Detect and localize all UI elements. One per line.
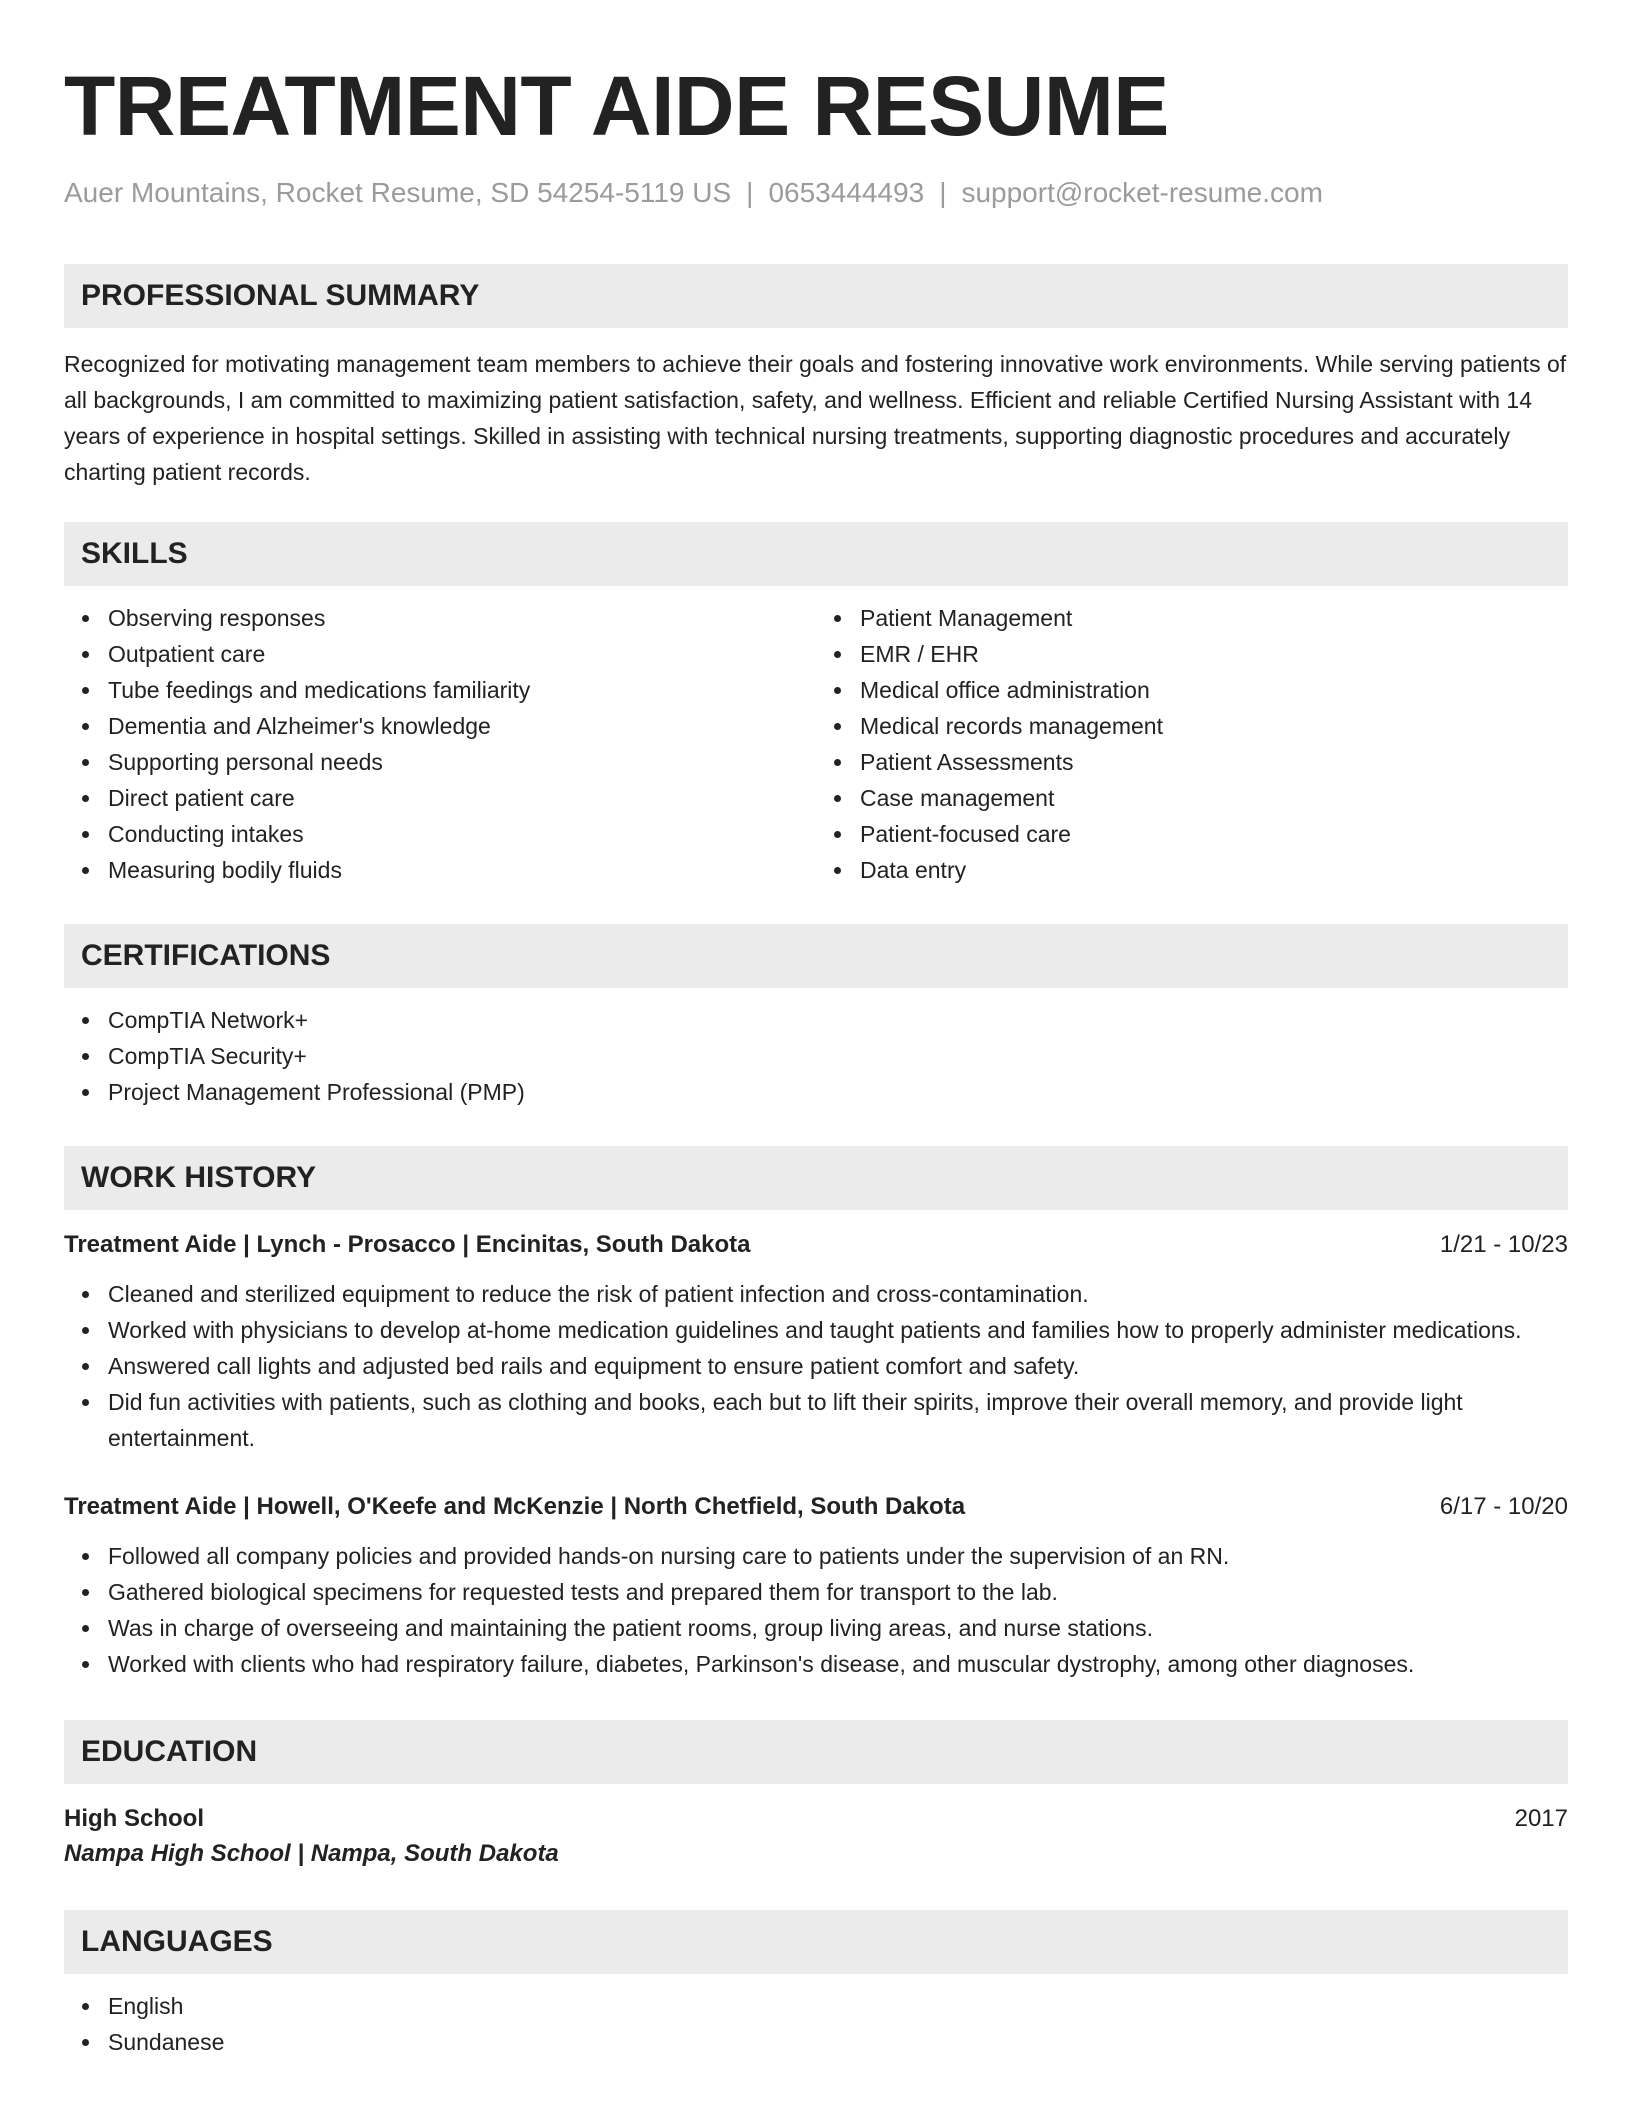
- job-bullets: [64, 1538, 1568, 1682]
- section-heading-education: EDUCATION: [64, 1720, 1568, 1784]
- section-heading-work-history: WORK HISTORY: [64, 1146, 1568, 1210]
- skill-item: Outpatient care: [64, 636, 816, 672]
- resume-title: TREATMENT AIDE RESUME: [64, 59, 1169, 153]
- skill-item: Case management: [816, 780, 1568, 816]
- contact-separator: |: [746, 177, 754, 208]
- job-bullet: Followed all company policies and provided hands-on nursing care to patients under the supervision of an RN.: [64, 1538, 1568, 1574]
- job-bullets: [64, 1276, 1568, 1456]
- certification-item: CompTIA Security+: [64, 1038, 1568, 1074]
- job-bullet: Was in charge of overseeing and maintaining the patient rooms, group living areas, and nurse stations.: [64, 1610, 1568, 1646]
- education-header: [64, 1802, 1568, 1836]
- job-entry: [64, 1228, 1568, 1456]
- certification-item: Project Management Professional (PMP): [64, 1074, 1568, 1110]
- contact-line: [64, 176, 1568, 210]
- certifications-list: [64, 1002, 1568, 1110]
- skill-item: Patient-focused care: [816, 816, 1568, 852]
- job-bullet: Gathered biological specimens for requested tests and prepared them for transport to the lab.: [64, 1574, 1568, 1610]
- skill-item: Medical office administration: [816, 672, 1568, 708]
- job-bullet: Answered call lights and adjusted bed rails and equipment to ensure patient comfort and safety.: [64, 1348, 1568, 1384]
- certification-item: CompTIA Network+: [64, 1002, 1568, 1038]
- summary-text: Recognized for motivating management team members to achieve their goals and fostering innovative work environments. While serving patients of all backgrounds, I am committed to maximizing patient satisfaction, safety, and wellness. Efficient and reliable Certified Nursing Assistant with 14 years of experience in hospital settings. Skilled in assisting with technical nursing treatments, supporting diagnostic procedures and accurately charting patient records.: [64, 351, 1567, 485]
- job-dates: 6/17 - 10/20: [1439, 1493, 1568, 1520]
- job-header: [64, 1490, 1568, 1524]
- job-bullet: Worked with clients who had respiratory failure, diabetes, Parkinson's disease, and muscular dystrophy, among other diagnoses.: [64, 1646, 1568, 1682]
- skills-list-left: [64, 600, 816, 888]
- contact-email[interactable]: support@rocket-resume.com: [961, 177, 1323, 208]
- job-header: [64, 1228, 1568, 1262]
- language-item: Sundanese: [64, 2024, 1568, 2060]
- skill-item: Supporting personal needs: [64, 744, 816, 780]
- job-bullet: Cleaned and sterilized equipment to reduce the risk of patient infection and cross-contamination.: [64, 1276, 1568, 1312]
- job-dates: 1/21 - 10/23: [1439, 1231, 1568, 1258]
- job-title: Treatment Aide | Howell, O'Keefe and McKenzie | North Chetfield, South Dakota: [64, 1493, 966, 1520]
- job-bullet: Did fun activities with patients, such as clothing and books, each but to lift their spirits, improve their overall memory, and provide light entertainment.: [64, 1384, 1568, 1456]
- contact-phone: 0653444493: [768, 177, 925, 208]
- section-heading-certifications: CERTIFICATIONS: [64, 924, 1568, 988]
- section-heading-summary: PROFESSIONAL SUMMARY: [64, 264, 1568, 328]
- skill-item: EMR / EHR: [816, 636, 1568, 672]
- section-heading-skills: SKILLS: [64, 522, 1568, 586]
- skills-list-right: [816, 600, 1568, 888]
- job-bullet: Worked with physicians to develop at-home medication guidelines and taught patients and families how to properly administer medications.: [64, 1312, 1568, 1348]
- job-entry: [64, 1490, 1568, 1682]
- section-heading-languages: LANGUAGES: [64, 1910, 1568, 1974]
- job-title: Treatment Aide | Lynch - Prosacco | Encinitas, South Dakota: [64, 1231, 751, 1258]
- skill-item: Dementia and Alzheimer's knowledge: [64, 708, 816, 744]
- contact-separator: |: [939, 177, 947, 208]
- languages-list: [64, 1988, 1568, 2060]
- skill-item: Patient Management: [816, 600, 1568, 636]
- education-year: 2017: [1514, 1805, 1568, 1832]
- skill-item: Observing responses: [64, 600, 816, 636]
- skill-item: Tube feedings and medications familiarity: [64, 672, 816, 708]
- skill-item: Data entry: [816, 852, 1568, 888]
- skill-item: Conducting intakes: [64, 816, 816, 852]
- skill-item: Direct patient care: [64, 780, 816, 816]
- education-school: Nampa High School | Nampa, South Dakota: [64, 1840, 559, 1867]
- skill-item: Patient Assessments: [816, 744, 1568, 780]
- skill-item: Medical records management: [816, 708, 1568, 744]
- skill-item: Measuring bodily fluids: [64, 852, 816, 888]
- contact-address: Auer Mountains, Rocket Resume, SD 54254-5119 US: [64, 177, 732, 208]
- education-degree: High School: [64, 1805, 204, 1832]
- skills-columns: [64, 600, 1568, 888]
- language-item: English: [64, 1988, 1568, 2024]
